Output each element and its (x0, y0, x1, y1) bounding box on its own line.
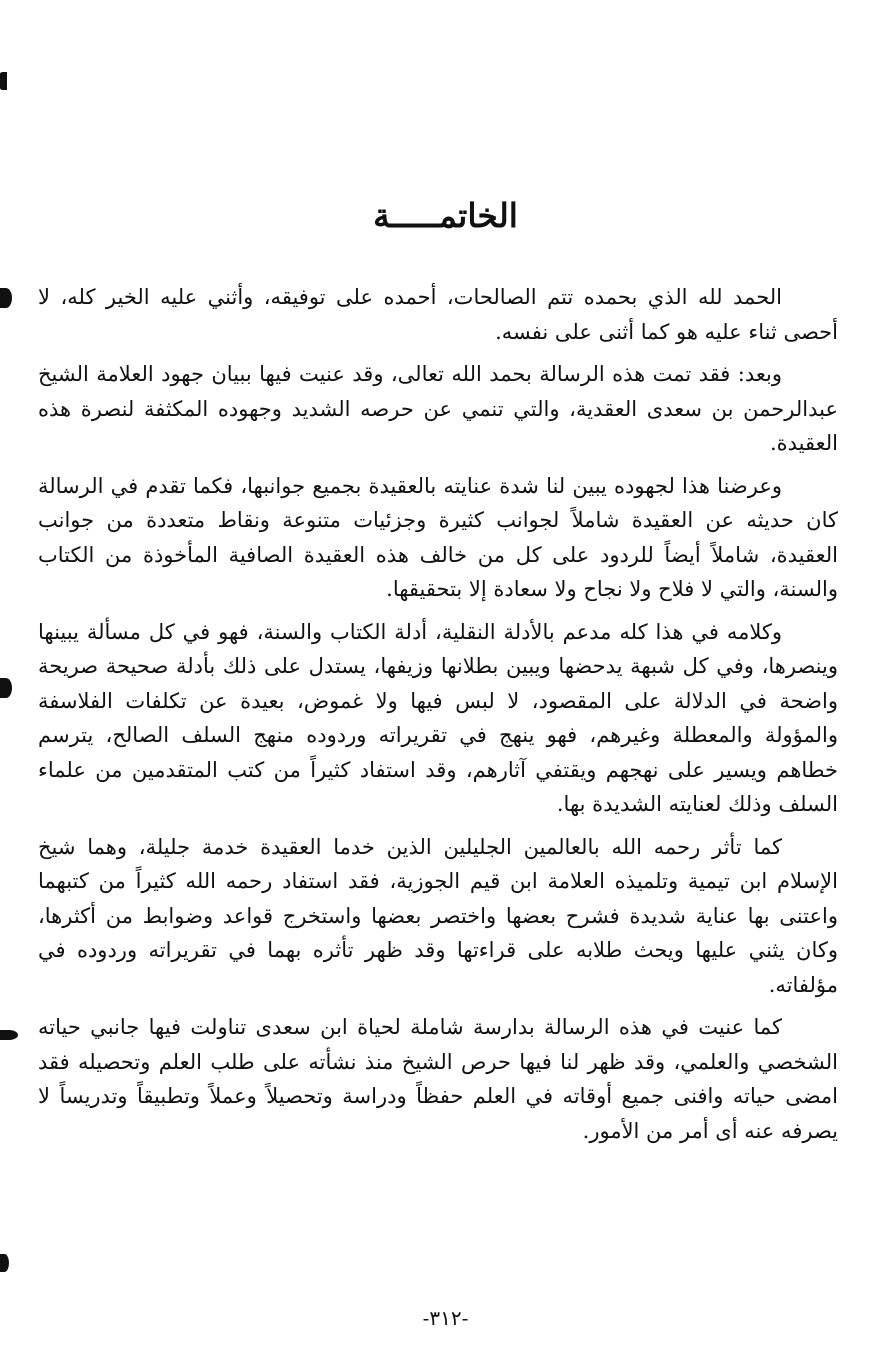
binding-mark (0, 288, 12, 308)
paragraph-efforts: وعرضنا هذا لجهوده يبين لنا شدة عنايته بالعقيدة بجميع جوانبها، فكما تقدم في الرسالة كان حديثه عن العقيدة شاملاً لجوانب كثيرة وجزئيات متنوعة ونقاط متعددة من جوانب العقيدة، شاملاً أيضاً للردود على كل من خالف هذه العقيدة الصافية المأخوذة من الكتاب والسنة، والتي لا فلاح ولا نجاح ولا سعادة إلا بتحقيقها. (38, 473, 838, 601)
page-number: -٣١٢- (422, 1306, 469, 1330)
binding-mark (0, 1030, 18, 1040)
binding-mark (0, 1254, 9, 1272)
binding-mark (0, 72, 7, 90)
body-text (38, 280, 838, 1156)
paragraph-intro: وبعد: فقد تمت هذه الرسالة بحمد الله تعالى، وقد عنيت فيها ببيان جهود العلامة الشيخ عبدالرحمن بن سعدى العقدية، والتي تنمي عن حرصه الشديد وجهوده المكثفة لنصرة هذه العقيدة. (38, 362, 838, 455)
paragraph-biography: كما عنيت في هذه الرسالة بدارسة شاملة لحياة ابن سعدى تناولت فيها جانبي حياته الشخصي والعلمي، وقد ظهر لنا فيها حرص الشيخ منذ نشأته على طلب العلم وتحصيله فقد امضى حياته وافنى جميع أوقاته في العلم حفظاً ودراسة وتحصيلاً وعملاً وتطبيقاً وتدريساً لا يصرفه عنه أى أمر من الأمور. (38, 1015, 838, 1143)
page-title: الخاتمـــــة (373, 196, 518, 235)
paragraph-praise: الحمد لله الذي بحمده تتم الصالحات، أحمده على توفيقه، وأثني عليه الخير كله، لا أحصى ثناء عليه هو كما أثنى على نفسه. (38, 285, 838, 344)
paragraph-evidence: وكلامه في هذا كله مدعم بالأدلة النقلية، أدلة الكتاب والسنة، فهو في كل مسألة يبينها وينصرها، وفي كل شبهة يدحضها ويبين بطلانها وزيفها، يستدل على ذلك بأدلة صحيحة صريحة واضحة في الدلالة على المقصود، لا لبس فيها ولا غموض، بعيدة عن تكلفات الفلاسفة والمؤولة والمعطلة وغيرهم، فهو ينهج في تقريراته وردوده منهج السلف الصالح، يترسم خطاهم ويسير على نهجهم ويقتفي آثارهم، وقد استفاد كثيراً من كتب المتقدمين من علماء السلف وذلك لعنايته الشديدة بها. (38, 619, 838, 816)
paragraph-influence: كما تأثر رحمه الله بالعالمين الجليلين الذين خدما العقيدة خدمة جليلة، وهما شيخ الإسلام ابن تيمية وتلميذه العلامة ابن قيم الجوزية، فقد استفاد رحمه الله كثيراً من كتبهما واعتنى بها عناية شديدة فشرح بعضها واختصر بعضها واستخرج قواعد وضوابط من أكثرها، وكان يثني عليها ويحث طلابه على قراءتها وقد ظهر تأثره بهما في تقريراته وردوده في مؤلفاته. (38, 834, 838, 997)
binding-mark (0, 678, 12, 698)
